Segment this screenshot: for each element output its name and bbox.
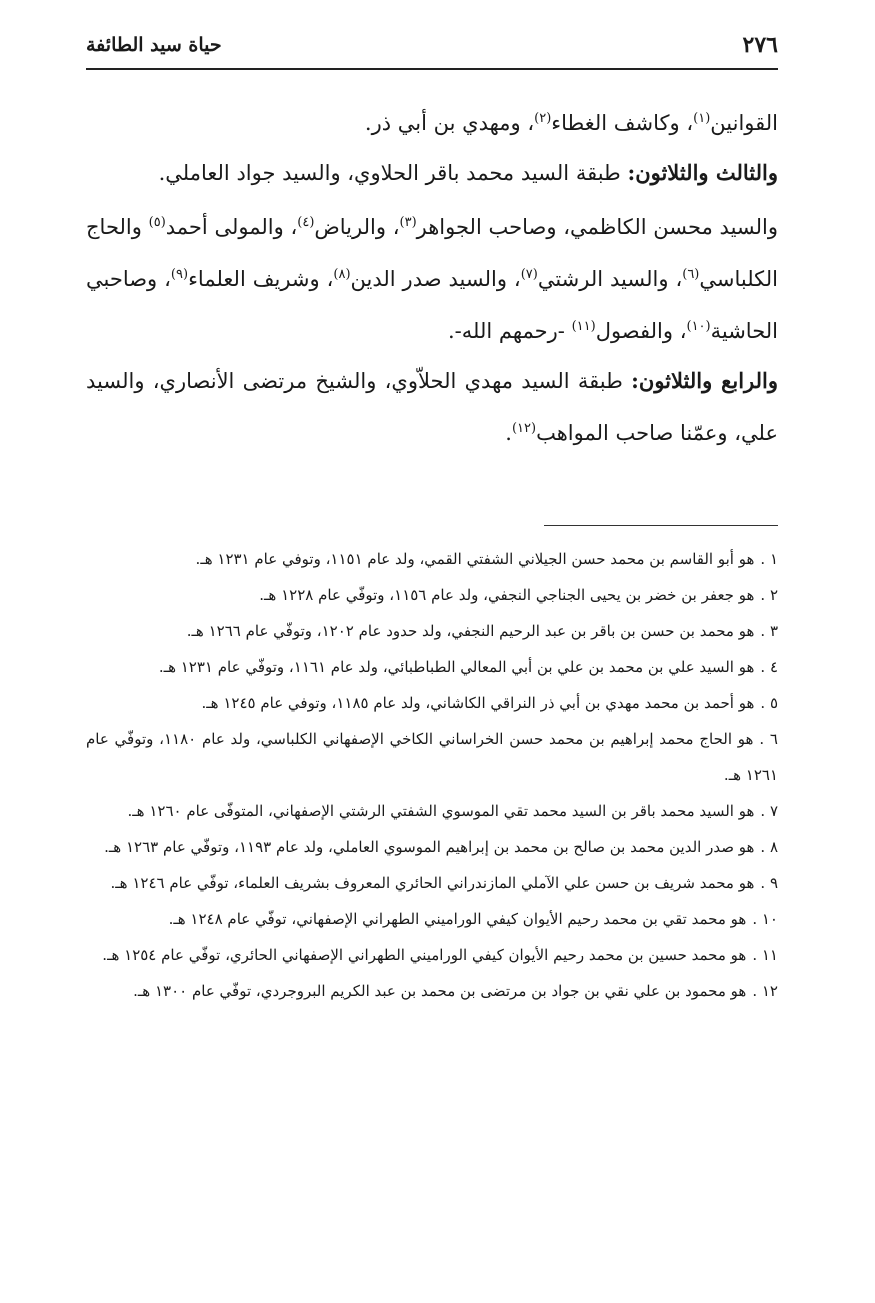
footnote xyxy=(86,649,778,685)
footnote-number: ١٠ . xyxy=(752,910,778,928)
text-run: والحاج الكلباسي xyxy=(86,215,778,291)
text-run: ، وصاحبي الحاشية xyxy=(86,267,778,343)
footnote-number: ٣ . xyxy=(760,622,778,640)
footnote-ref: (٩) xyxy=(170,267,189,282)
footnotes xyxy=(86,541,778,1009)
footnote xyxy=(86,685,778,721)
footnote xyxy=(86,937,778,973)
text-run: ، ومهدي بن أبي ذر. xyxy=(364,111,535,135)
text-run: والسيد محسن الكاظمي، وصاحب الجواهر xyxy=(416,215,779,239)
footnote-number: ١١ . xyxy=(752,946,778,964)
footnote-text: هو محمود بن علي نقي بن جواد بن مرتضى بن محمد بن عبد الكريم البروجردي، توفّي عام ١٣٠٠ هـ. xyxy=(133,982,747,1000)
footnote-text: هو أبو القاسم بن محمد حسن الجيلاني الشفتي القمي، ولد عام ١١٥١، وتوفي عام ١٢٣١ هـ. xyxy=(195,550,755,568)
footnote-number: ٧ . xyxy=(760,802,778,820)
footnote-number: ٢ . xyxy=(760,586,778,604)
text-run: طبقة السيد مهدي الحلاّوي، والشيخ مرتضى الأنصاري، والسيد علي، وعمّنا صاحب المواهب xyxy=(86,369,778,445)
footnote xyxy=(86,613,778,649)
footnote-ref: (١٢) xyxy=(511,421,537,436)
footnote-ref: (٤) xyxy=(297,215,315,230)
footnote xyxy=(86,973,778,1009)
text-run: ، والرياض xyxy=(314,215,400,239)
footnote-number: ٤ . xyxy=(760,658,778,676)
text-run: -رحمهم الله-. xyxy=(447,319,572,343)
footnote-number: ٨ . xyxy=(760,838,778,856)
footnote-divider xyxy=(544,525,778,526)
footnote-number: ١٢ . xyxy=(752,982,778,1000)
footnote xyxy=(86,829,778,865)
text-run: ، وكاشف الغطاء xyxy=(551,111,694,135)
text-run: طبقة السيد محمد باقر الحلاوي، والسيد جواد العاملي. xyxy=(158,161,628,185)
footnote xyxy=(86,721,778,793)
running-title: حياة سيد الطائفة xyxy=(86,34,222,56)
footnote-ref: (٦) xyxy=(682,267,700,282)
paragraph xyxy=(86,95,778,147)
page-header xyxy=(86,32,778,70)
text-run: ، وشريف العلماء xyxy=(188,267,334,291)
footnote xyxy=(86,541,778,577)
footnote xyxy=(86,901,778,937)
footnote-text: هو السيد علي بن محمد بن علي بن أبي المعالي الطباطبائي، ولد عام ١١٦١، وتوفّي عام ١٢٣١ هـ. xyxy=(158,658,755,676)
text-run: ، والفصول xyxy=(595,319,687,343)
footnote-ref: (٧) xyxy=(520,267,538,282)
footnote-ref: (١١) xyxy=(571,319,596,334)
footnote-ref: (٥) xyxy=(148,215,166,230)
footnote xyxy=(86,865,778,901)
paragraph xyxy=(86,357,778,457)
paragraph xyxy=(86,199,778,355)
footnote-number: ٥ . xyxy=(760,694,778,712)
footnote-number: ١ . xyxy=(760,550,778,568)
footnote xyxy=(86,577,778,613)
footnote-ref: (١٠) xyxy=(686,319,711,334)
text-run: ، والمولى أحمد xyxy=(165,215,298,239)
main-text xyxy=(86,95,778,459)
footnote-number: ٦ . xyxy=(759,730,778,748)
footnote-text: هو السيد محمد باقر بن السيد محمد تقي الموسوي الشفتي الرشتي الإصفهاني، المتوفّى عام ١٢٦٠ هـ. xyxy=(127,802,755,820)
footnote-text: هو جعفر بن خضر بن يحيى الجناجي النجفي، ولد عام ١١٥٦، وتوفّي عام ١٢٢٨ هـ. xyxy=(259,586,755,604)
footnote-text: هو الحاج محمد إبراهيم بن محمد حسن الخراساني الكاخي الإصفهاني الكلباسي، ولد عام ١١٨٠، وتوفّي عام ١٢٦١ هـ. xyxy=(86,730,778,784)
paragraph xyxy=(86,149,778,197)
page-number: ٢٧٦ xyxy=(742,32,778,58)
footnote xyxy=(86,793,778,829)
section-label: والثالث والثلاثون: xyxy=(627,160,778,185)
footnote-ref: (٣) xyxy=(399,215,417,230)
text-run: ، والسيد الرشتي xyxy=(537,267,683,291)
footnote-text: هو صدر الدين محمد بن صالح بن محمد بن إبراهيم الموسوي العاملي، ولد عام ١١٩٣، وتوفّي عام ١٢٦٣ هـ. xyxy=(104,838,755,856)
footnote-ref: (١) xyxy=(693,111,711,126)
footnote-text: هو محمد تقي بن محمد رحيم الأيوان كيفي الوراميني الطهراني الإصفهاني، توفّي عام ١٢٤٨ هـ. xyxy=(168,910,747,928)
text-run: . xyxy=(505,421,512,445)
footnote-ref: (٢) xyxy=(534,111,552,126)
footnote-text: هو محمد بن حسن بن باقر بن عبد الرحيم النجفي، ولد حدود عام ١٢٠٢، وتوفّي عام ١٢٦٦ هـ. xyxy=(186,622,755,640)
footnote-text: هو محمد شريف بن حسن علي الآملي المازندراني الحائري المعروف بشريف العلماء، توفّي عام ١٢٤٦ هـ. xyxy=(110,874,755,892)
section-label: والرابع والثلاثون: xyxy=(631,368,778,393)
footnote-text: هو أحمد بن محمد مهدي بن أبي ذر النراقي الكاشاني، ولد عام ١١٨٥، وتوفي عام ١٢٤٥ هـ. xyxy=(201,694,755,712)
footnote-text: هو محمد حسين بن محمد رحيم الأيوان كيفي الوراميني الطهراني الإصفهاني الحائري، توفّي عام ١٢٥٤ هـ. xyxy=(102,946,747,964)
text-run: ، والسيد صدر الدين xyxy=(350,267,521,291)
text-run: القوانين xyxy=(710,111,778,135)
footnote-ref: (٨) xyxy=(333,267,351,282)
footnote-number: ٩ . xyxy=(760,874,778,892)
